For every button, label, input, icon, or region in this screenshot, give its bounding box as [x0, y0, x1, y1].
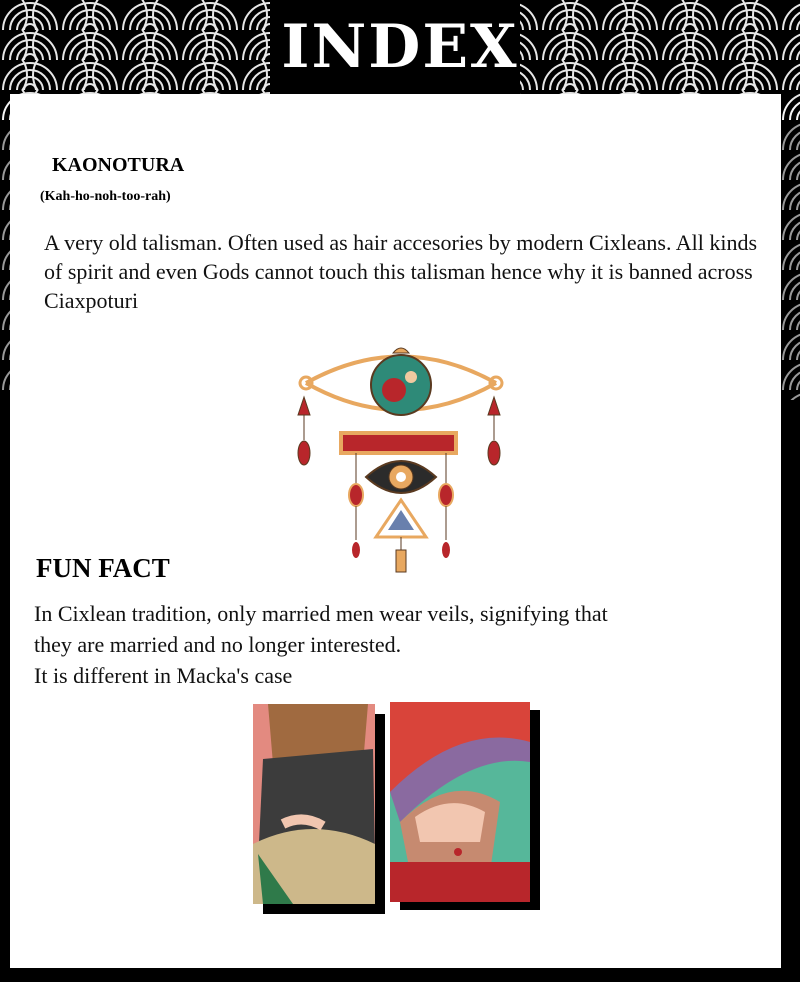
comic-panel-right — [390, 702, 540, 912]
comic-panel-left — [253, 704, 385, 914]
entry-term: KAONOTURA — [52, 154, 185, 176]
fun-fact-line: they are married and no longer interested. — [34, 632, 402, 657]
veiled-figure-illustration — [253, 704, 375, 904]
red-hat-figure-illustration — [390, 702, 530, 902]
fun-fact-line: It is different in Macka's case — [34, 663, 293, 688]
fun-fact-body — [34, 598, 774, 691]
fun-fact-line: In Cixlean tradition, only married men wear veils, signifying that — [34, 601, 608, 626]
entry-pronunciation: (Kah-ho-noh-too-rah) — [40, 189, 171, 204]
page-title: INDEX — [281, 12, 519, 82]
fun-fact-heading: FUN FACT — [36, 553, 170, 583]
talisman-illustration — [296, 345, 506, 575]
entry-description: A very old talisman. Often used as hair accesories by modern Cixleans. All kinds of spirit and even Gods cannot touch this talisman hence why it is banned across Ciaxpoturi — [44, 230, 758, 313]
